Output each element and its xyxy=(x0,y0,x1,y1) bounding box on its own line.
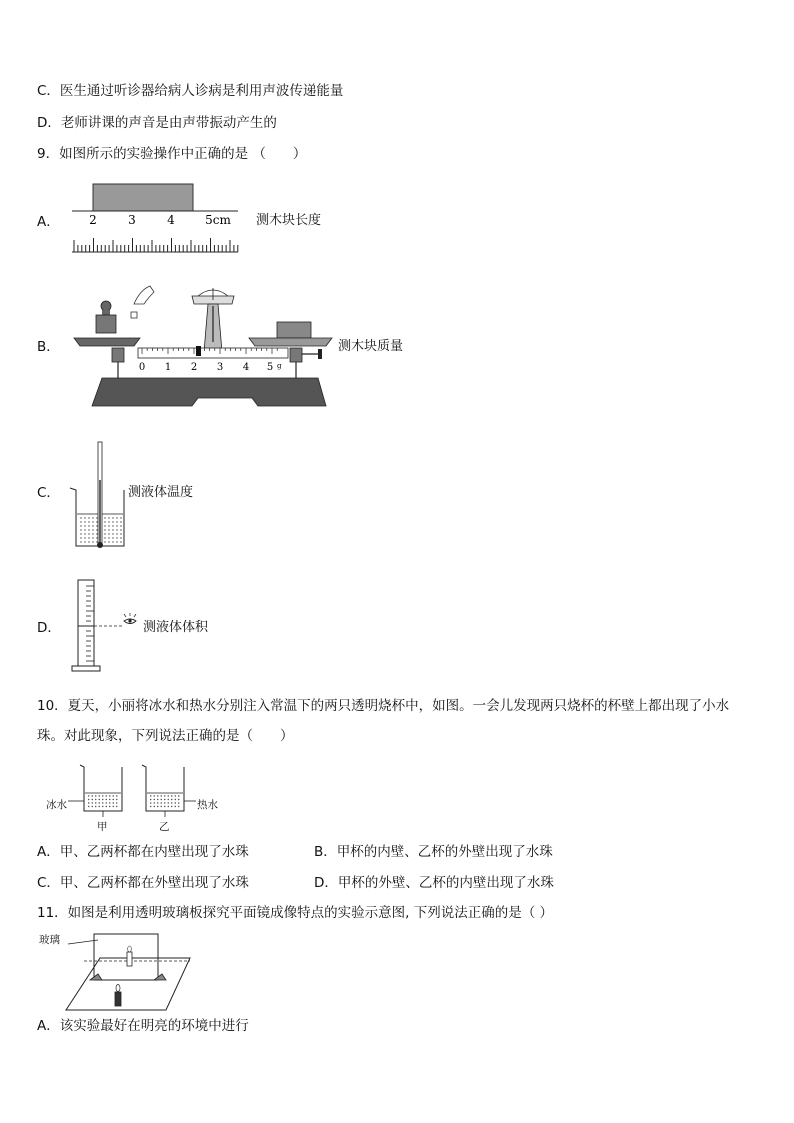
q8-option-c: C．医生通过听诊器给病人诊病是利用声波传递能量 xyxy=(37,83,344,99)
liquid-dot xyxy=(88,802,89,803)
liquid-dot xyxy=(154,802,155,803)
liquid-dot xyxy=(96,537,97,538)
q9-option-b-letter: B． xyxy=(37,339,60,355)
liquid-dot xyxy=(106,802,107,803)
liquid-dot xyxy=(112,521,113,522)
liquid-dot xyxy=(171,806,172,807)
liquid-dot xyxy=(95,806,96,807)
liquid-dot xyxy=(80,517,81,518)
liquid-dot xyxy=(84,533,85,534)
glass-label: 玻璃 xyxy=(39,934,60,946)
q9-option-d-letter: D． xyxy=(37,620,61,636)
candle-image xyxy=(127,952,132,966)
q10-stem-line1: 10．夏天，小丽将冰水和热水分别注入常温下的两只透明烧杯中，如图。一会儿发现两只烧杯的杯壁上都出现了小水 xyxy=(37,698,730,714)
liquid-dot xyxy=(120,537,121,538)
liquid-dot xyxy=(168,802,169,803)
liquid-dot xyxy=(92,529,93,530)
liquid-dot xyxy=(157,795,158,796)
liquid-dot xyxy=(80,529,81,530)
hand-icon xyxy=(134,286,154,304)
liquid-dot xyxy=(113,806,114,807)
scale-tick-2: 2 xyxy=(190,362,198,373)
liquid-dot xyxy=(92,537,93,538)
liquid-dot xyxy=(154,795,155,796)
ruler-tick-2: 2 xyxy=(89,213,97,227)
liquid-dot xyxy=(168,806,169,807)
wood-block xyxy=(93,184,193,211)
liquid-dot xyxy=(120,525,121,526)
q10-option-d: D．甲杯的外壁、乙杯的内壁出现了水珠 xyxy=(314,875,554,891)
cup-yi-label: 乙 xyxy=(159,821,170,833)
liquid-dot xyxy=(109,806,110,807)
liquid-dot xyxy=(92,799,93,800)
liquid-dot xyxy=(92,525,93,526)
liquid-dot xyxy=(88,541,89,542)
liquid-dot xyxy=(161,802,162,803)
liquid-dot xyxy=(88,525,89,526)
liquid-dot xyxy=(113,795,114,796)
q9-stem: 9．如图所示的实验操作中正确的是 （ ） xyxy=(37,146,307,162)
liquid-dot xyxy=(104,525,105,526)
liquid-dot xyxy=(175,806,176,807)
q11-stem: 11．如图是利用透明玻璃板探究平面镜成像特点的实验示意图, 下列说法正确的是（ ） xyxy=(37,905,554,921)
liquid-dot xyxy=(108,541,109,542)
weight xyxy=(96,315,116,333)
q9-option-c-letter: C． xyxy=(37,485,60,501)
q9-option-a-caption: 测木块长度 xyxy=(256,213,322,228)
liquid-dot xyxy=(113,802,114,803)
right-pan xyxy=(249,338,332,346)
liquid-dot xyxy=(112,537,113,538)
liquid-dot xyxy=(168,795,169,796)
liquid-dot xyxy=(95,802,96,803)
liquid-dot xyxy=(116,799,117,800)
liquid-dot xyxy=(161,806,162,807)
liquid-dot xyxy=(113,799,114,800)
liquid-dot xyxy=(116,537,117,538)
liquid-dot xyxy=(80,521,81,522)
liquid-dot xyxy=(92,541,93,542)
flame-icon xyxy=(116,985,120,992)
liquid-dot xyxy=(104,533,105,534)
liquid-dot xyxy=(96,525,97,526)
scale-tick-1: 1 xyxy=(164,362,172,373)
liquid-dot xyxy=(112,529,113,530)
liquid-dot xyxy=(109,795,110,796)
liquid-dot xyxy=(108,537,109,538)
liquid-dot xyxy=(120,521,121,522)
liquid-dot xyxy=(99,802,100,803)
liquid-dot xyxy=(116,541,117,542)
liquid-dot xyxy=(108,533,109,534)
liquid-dot xyxy=(80,533,81,534)
liquid-dot xyxy=(175,795,176,796)
liquid-dot xyxy=(106,806,107,807)
mirror-diagram xyxy=(62,930,192,1014)
liquid-dot xyxy=(92,521,93,522)
beaker xyxy=(70,488,124,546)
scale-unit: g xyxy=(277,362,282,370)
liquid-dot xyxy=(178,799,179,800)
candle xyxy=(115,992,121,1006)
scale-tick-0: 0 xyxy=(138,362,146,373)
liquid-dot xyxy=(161,795,162,796)
liquid-dot xyxy=(106,795,107,796)
liquid-dot xyxy=(150,795,151,796)
liquid-dot xyxy=(108,521,109,522)
beaker-jia xyxy=(80,765,122,811)
liquid-dot xyxy=(116,517,117,518)
liquid-dot xyxy=(150,806,151,807)
liquid-dot xyxy=(84,541,85,542)
liquid-dot xyxy=(84,517,85,518)
beaker-yi xyxy=(142,765,184,811)
liquid-dot xyxy=(96,517,97,518)
block-on-pan xyxy=(277,322,311,338)
liquid-dot xyxy=(157,806,158,807)
liquid-dot xyxy=(108,529,109,530)
liquid-dot xyxy=(88,799,89,800)
liquid-dot xyxy=(88,517,89,518)
liquid-dot xyxy=(164,799,165,800)
q10-option-b: B．甲杯的内壁、乙杯的外壁出现了水珠 xyxy=(314,844,553,860)
thermometer-diagram xyxy=(66,440,130,550)
liquid-dot xyxy=(175,799,176,800)
liquid-dot xyxy=(164,806,165,807)
scale-tick-5: 5 xyxy=(266,362,274,373)
liquid-dot xyxy=(92,802,93,803)
liquid-dot xyxy=(95,799,96,800)
liquid-dot xyxy=(164,795,165,796)
liquid-dot xyxy=(84,525,85,526)
liquid-dot xyxy=(109,799,110,800)
liquid-dot xyxy=(102,802,103,803)
balance-base xyxy=(92,378,326,406)
q10-option-a: A．甲、乙两杯都在内壁出现了水珠 xyxy=(37,844,249,860)
weight-knob xyxy=(101,301,111,311)
balance-diagram xyxy=(72,282,334,410)
q8-option-d: D．老师讲课的声音是由声带振动产生的 xyxy=(37,115,277,131)
liquid-dot xyxy=(92,795,93,796)
liquid-dot xyxy=(104,541,105,542)
left-pan xyxy=(74,338,140,346)
q9-option-a-letter: A． xyxy=(37,214,60,230)
q10-stem-line2: 珠。对此现象，下列说法正确的是（ ） xyxy=(37,728,294,744)
liquid-dot xyxy=(108,517,109,518)
scale-tick-3: 3 xyxy=(216,362,224,373)
liquid-dot xyxy=(154,806,155,807)
liquid-dot xyxy=(99,806,100,807)
liquid-dot xyxy=(96,541,97,542)
ruler-tick-3: 3 xyxy=(128,213,136,227)
liquid-dot xyxy=(109,802,110,803)
rider xyxy=(196,346,201,356)
liquid-dot xyxy=(161,799,162,800)
liquid-dot xyxy=(116,795,117,796)
liquid-dot xyxy=(104,537,105,538)
q10-option-c: C．甲、乙两杯都在外壁出现了水珠 xyxy=(37,875,249,891)
liquid-dot xyxy=(84,521,85,522)
liquid-dot xyxy=(95,795,96,796)
ruler-tick-4: 4 xyxy=(167,213,175,227)
liquid-dot xyxy=(92,533,93,534)
liquid-dot xyxy=(116,533,117,534)
liquid-dot xyxy=(88,533,89,534)
liquid-dot xyxy=(157,799,158,800)
liquid-dot xyxy=(106,799,107,800)
ruler-diagram xyxy=(70,182,240,254)
liquid-dot xyxy=(99,799,100,800)
liquid-dot xyxy=(108,525,109,526)
liquid-dot xyxy=(120,533,121,534)
liquid-dot xyxy=(84,537,85,538)
liquid-dot xyxy=(164,802,165,803)
liquid-dot xyxy=(150,799,151,800)
q9-option-b-caption: 测木块质量 xyxy=(338,339,404,354)
liquid-dot xyxy=(104,517,105,518)
liquid-dot xyxy=(120,529,121,530)
beam-scale xyxy=(138,348,288,358)
cup-jia-label: 甲 xyxy=(97,821,108,833)
liquid-dot xyxy=(171,795,172,796)
liquid-dot xyxy=(102,806,103,807)
scale-tick-4: 4 xyxy=(242,362,250,373)
ruler-tick-5cm: 5cm xyxy=(205,213,231,227)
liquid-dot xyxy=(178,802,179,803)
liquid-dot xyxy=(154,799,155,800)
liquid-dot xyxy=(88,806,89,807)
liquid-dot xyxy=(84,529,85,530)
q11-option-a: A．该实验最好在明亮的环境中进行 xyxy=(37,1018,249,1034)
liquid-dot xyxy=(112,541,113,542)
liquid-dot xyxy=(116,806,117,807)
liquid-dot xyxy=(104,521,105,522)
liquid-dot xyxy=(120,541,121,542)
liquid-dot xyxy=(80,541,81,542)
liquid-dot xyxy=(112,533,113,534)
q9-option-c-caption: 测液体温度 xyxy=(128,485,194,500)
liquid-dot xyxy=(120,517,121,518)
liquid-dot xyxy=(92,517,93,518)
liquid-dot xyxy=(116,521,117,522)
liquid-dot xyxy=(112,517,113,518)
liquid-dot xyxy=(96,521,97,522)
liquid-dot xyxy=(171,799,172,800)
liquid-dot xyxy=(178,806,179,807)
liquid-dot xyxy=(88,529,89,530)
q9-option-d-caption: 测液体体积 xyxy=(143,620,209,635)
liquid-dot xyxy=(88,537,89,538)
liquid-dot xyxy=(96,533,97,534)
liquid-dot xyxy=(80,525,81,526)
liquid-dot xyxy=(178,795,179,796)
liquid-dot xyxy=(102,795,103,796)
graduated-cylinder xyxy=(78,580,94,666)
liquid-dot xyxy=(92,806,93,807)
liquid-dot xyxy=(96,529,97,530)
liquid-dot xyxy=(116,529,117,530)
cylinder-diagram xyxy=(70,576,150,674)
liquid-dot xyxy=(102,799,103,800)
liquid-dot xyxy=(99,795,100,796)
liquid-dot xyxy=(112,525,113,526)
liquid-dot xyxy=(168,799,169,800)
liquid-dot xyxy=(116,802,117,803)
liquid-dot xyxy=(116,525,117,526)
liquid-dot xyxy=(88,795,89,796)
liquid-dot xyxy=(171,802,172,803)
liquid-dot xyxy=(157,802,158,803)
liquid-dot xyxy=(88,521,89,522)
liquid-dot xyxy=(80,537,81,538)
liquid-dot xyxy=(150,802,151,803)
liquid-dot xyxy=(175,802,176,803)
ice-water-label: 冰水 xyxy=(46,799,67,811)
liquid-dot xyxy=(104,529,105,530)
hot-water-label: 热水 xyxy=(197,799,218,811)
